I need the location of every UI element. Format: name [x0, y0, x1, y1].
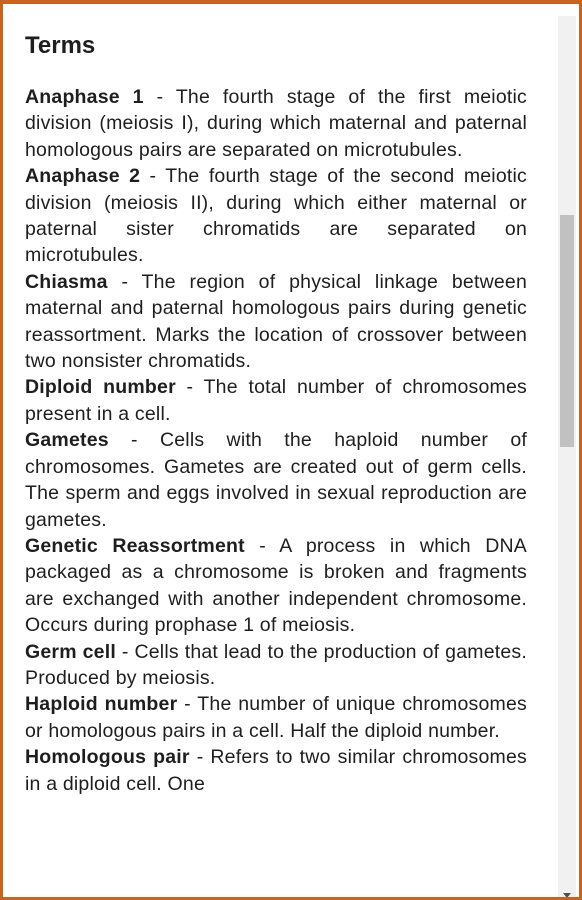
- term-entry: [25, 533, 527, 639]
- term-name: Haploid number: [25, 693, 178, 716]
- term-entry: [25, 427, 527, 533]
- term-definition: - The region of physical linkage between maternal and paternal homologous pairs during genetic reassortment. Marks the location of crossover between two nonsister chromatids.: [25, 270, 527, 373]
- term-definition: - Cells with the haploid number of chromosomes. Gametes are created out of germ cells. The sperm and eggs involved in sexual reproduction are gametes.: [25, 429, 527, 531]
- term-name: Anaphase 2: [25, 165, 141, 188]
- term-name: Diploid number: [25, 376, 176, 399]
- term-definition: - The fourth stage of the second meiotic division (meiosis II), during which either maternal or paternal sister chromatids are separated on microtubules.: [25, 165, 527, 267]
- term-name: Germ cell: [25, 640, 116, 663]
- vertical-scrollbar[interactable]: [558, 16, 576, 900]
- term-name: Genetic Reassortment: [25, 534, 245, 557]
- panel-title: Terms: [25, 32, 96, 59]
- scrollbar-thumb[interactable]: [560, 215, 574, 447]
- term-entry: [25, 84, 527, 163]
- term-entry: [25, 639, 527, 692]
- term-definition: - The total number of chromosomes present in a cell.: [25, 376, 527, 425]
- term-entry: [25, 691, 527, 744]
- term-definition: - Refers to two similar chromosomes in a diploid cell. One: [25, 746, 527, 795]
- term-entry: [25, 163, 527, 269]
- term-entry: [25, 374, 527, 427]
- scroll-down-arrow-icon[interactable]: [563, 893, 571, 898]
- term-definition: - A process in which DNA packaged as a chromosome is broken and fragments are exchanged with another independent chromosome. Occurs during prophase 1 of meiosis.: [25, 534, 527, 637]
- term-name: Chiasma: [25, 270, 108, 293]
- terms-list: [23, 84, 527, 797]
- term-entry: [25, 744, 527, 797]
- term-name: Anaphase 1: [25, 86, 144, 108]
- term-entry: [25, 269, 527, 375]
- term-name: Homologous pair: [25, 746, 190, 769]
- term-definition: - The number of unique chromosomes or homologous pairs in a cell. Half the diploid number.: [25, 693, 527, 742]
- terms-content: [23, 10, 527, 900]
- term-definition: - Cells that lead to the production of gametes. Produced by meiosis.: [25, 640, 527, 689]
- term-name: Gametes: [25, 429, 109, 452]
- term-definition: - The fourth stage of the first meiotic division (meiosis I), during which maternal and paternal homologous pairs are separated on microtubules.: [25, 86, 527, 161]
